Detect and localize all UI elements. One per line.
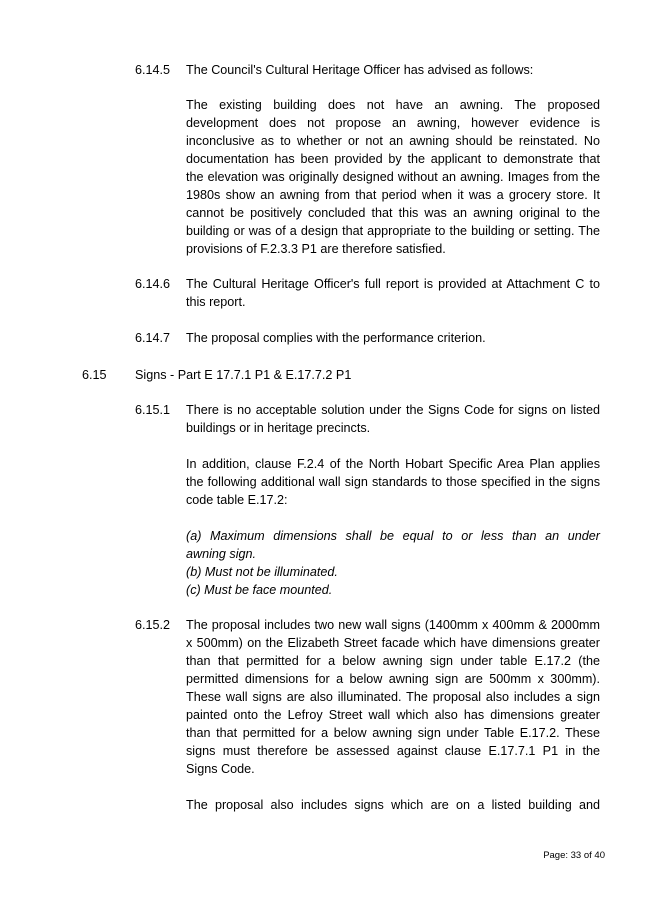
list-item: (a) Maximum dimensions shall be equal to or less than an under <box>186 529 600 543</box>
text-line: The Cultural Heritage Officer's full report is provided at Attachment C to <box>186 277 600 291</box>
paragraph-text <box>186 61 600 79</box>
text-line: documentation has been provided by the applicant to demonstrate that <box>186 152 600 166</box>
text-line: The proposal includes two new wall signs (1400mm x 400mm & 2000mm <box>186 618 600 632</box>
paragraph-text <box>186 401 600 437</box>
text-line: painted onto the Lefroy Street wall which also has dimensions greater <box>186 708 600 722</box>
text-line: than that permitted for a below awning sign under table E.17.2 (the <box>186 654 600 668</box>
paragraph-number: 6.15.2 <box>135 618 171 632</box>
text-line: The existing building does not have an awning. The proposed <box>186 98 600 112</box>
text-line: this report. <box>186 295 246 309</box>
section-number: 6.15 <box>82 368 107 382</box>
standards-list <box>186 527 600 599</box>
text-line: The proposal complies with the performance criterion. <box>186 331 486 345</box>
text-line: Signs Code. <box>186 762 255 776</box>
section-heading: Signs - Part E 17.7.1 P1 & E.17.7.2 P1 <box>135 368 352 382</box>
quoted-advice <box>186 96 600 258</box>
text-line: than that permitted for a below awning sign under Table E.17.2. These <box>186 726 600 740</box>
text-line: code table E.17.2: <box>186 493 288 507</box>
text-line: provisions of F.2.3.3 P1 are therefore satisfied. <box>186 242 446 256</box>
text-line: The Council's Cultural Heritage Officer has advised as follows: <box>186 63 534 77</box>
paragraph-text <box>186 329 600 347</box>
list-item: awning sign. <box>186 547 257 561</box>
text-line: inconclusive as to whether or not an awning should be reinstated. No <box>186 134 600 148</box>
text-line: cannot be positively concluded that this was an awning original to the <box>186 206 600 220</box>
paragraph-number: 6.14.5 <box>135 63 171 77</box>
paragraph-number: 6.14.7 <box>135 331 171 345</box>
text-line: the following additional wall sign standards to those specified in the signs <box>186 475 600 489</box>
text-line: permitted dimensions for a below awning sign are 500mm x 300mm). <box>186 672 600 686</box>
paragraph-number: 6.14.6 <box>135 277 171 291</box>
text-line: These wall signs are also illuminated. The proposal also includes a sign <box>186 690 600 704</box>
text-line: 1980s show an awning from that period when it was a grocery store. It <box>186 188 600 202</box>
paragraph-text <box>186 616 600 778</box>
text-line: The proposal also includes signs which are on a listed building and <box>186 798 600 812</box>
paragraph-text <box>186 275 600 311</box>
text-line: buildings or in heritage precincts. <box>186 421 371 435</box>
text-line: There is no acceptable solution under the Signs Code for signs on listed <box>186 403 600 417</box>
text-line: development does not propose an awning, however evidence is <box>186 116 600 130</box>
paragraph-text <box>186 455 600 509</box>
text-line: In addition, clause F.2.4 of the North Hobart Specific Area Plan applies <box>186 457 600 471</box>
text-line: x 500mm) on the Elizabeth Street facade which have dimensions greater <box>186 636 600 650</box>
page-number: Page: 33 of 40 <box>543 850 605 861</box>
paragraph-number: 6.15.1 <box>135 403 171 417</box>
text-line: the elevation was originally designed without an awning. Images from the <box>186 170 600 184</box>
list-item: (c) Must be face mounted. <box>186 583 333 597</box>
paragraph-text <box>186 796 600 814</box>
text-line: building or was of a design that appropriate to the building or setting. The <box>186 224 600 238</box>
list-item: (b) Must not be illuminated. <box>186 565 338 579</box>
text-line: signs must therefore be assessed against clause E.17.7.1 P1 in the <box>186 744 600 758</box>
